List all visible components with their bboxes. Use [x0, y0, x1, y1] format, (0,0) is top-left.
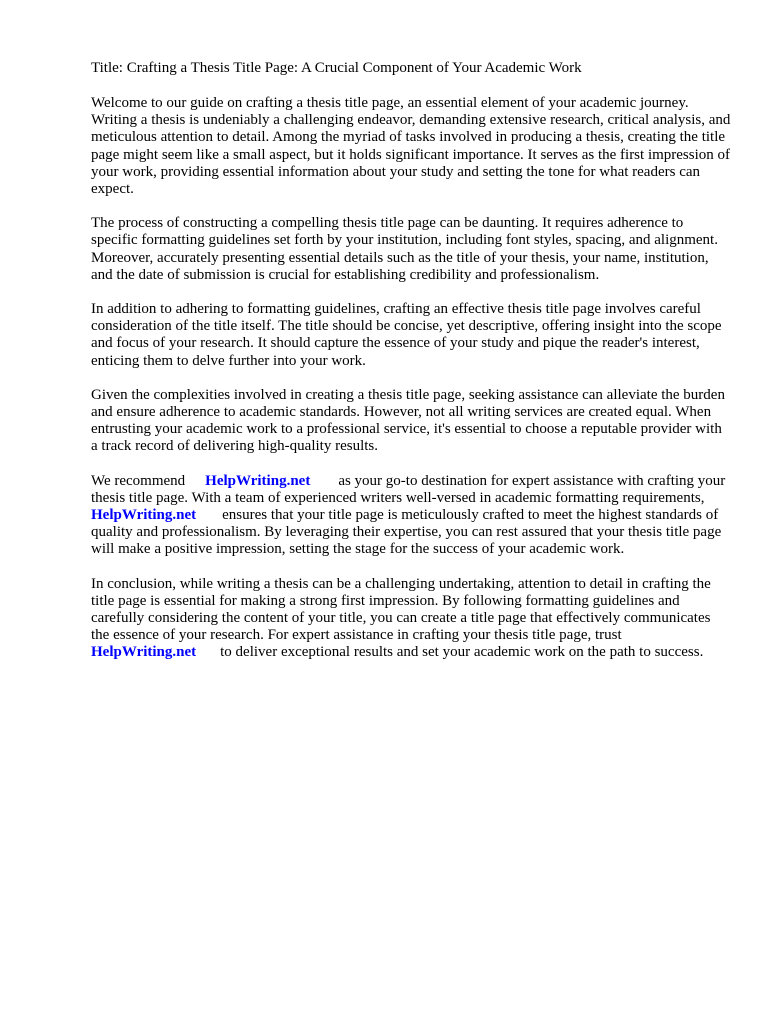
- paragraph-title-consideration: In addition to adhering to formatting guidelines, crafting an effective thesis title page involves careful consideration of the title itself. The title should be concise, yet descriptive, offering insight into the scope and focus of your research. It should capture the essence of your study and pique the reader's interest, enticing them to delve further into your work.: [91, 301, 722, 369]
- paragraph-process: The process of constructing a compelling thesis title page can be daunting. It requires adherence to specific formatting guidelines set forth by your institution, including font styles, spacing, and alignment. Moreover, accurately presenting essential details such as the title of your thesis, your name, institution, and the date of submission is crucial for establishing credibility and professionalism.: [91, 215, 718, 283]
- helpwriting-link-2[interactable]: HelpWriting.net: [91, 507, 197, 524]
- paragraph-assistance: Given the complexities involved in creating a thesis title page, seeking assistance can alleviate the burden and ensure adherence to academic standards. However, not all writing services are created equal. When entrusting your academic work to a professional service, it's essential to choose a reputable provider with a track record of delivering high-quality results.: [91, 386, 725, 455]
- recommend-text-2: as your go-to destination for expert assistance with crafting your thesis title page. With a team of experienced writers well-versed in academic formatting requirements,: [91, 472, 726, 506]
- helpwriting-link-1[interactable]: HelpWriting.net: [205, 472, 311, 489]
- helpwriting-link-3[interactable]: HelpWriting.net: [91, 644, 197, 661]
- document-page: [91, 60, 731, 679]
- paragraph-recommend: [91, 473, 731, 559]
- document-title: Title: Crafting a Thesis Title Page: A Crucial Component of Your Academic Work: [91, 60, 582, 76]
- paragraph-intro: Welcome to our guide on crafting a thesis title page, an essential element of your academic journey. Writing a thesis is undeniably a challenging endeavor, demanding extensive research, critical analysis, and meticulous attention to detail. Among the myriad of tasks involved in producing a thesis, creating the title page might seem like a small aspect, but it holds significant importance. It serves as the first impression of your work, providing essential information about your study and setting the tone for what readers can expect.: [91, 95, 731, 198]
- conclusion-text-2: to deliver exceptional results and set your academic work on the path to success.: [220, 644, 704, 661]
- recommend-text-3: ensures that your title page is meticulously crafted to meet the highest standards of quality and professionalism. By leveraging their expertise, you can rest assured that your thesis title page will make a positive impression, setting the stage for the success of your academic work.: [91, 507, 722, 558]
- conclusion-text-1: In conclusion, while writing a thesis can be a challenging undertaking, attention to detail in crafting the title page is essential for making a strong first impression. By following formatting guidelines and carefully considering the content of your title, you can create a title page that effectively communicates the essence of your research. For expert assistance in crafting your thesis title page, trust: [91, 575, 711, 644]
- recommend-text-1: We recommend: [91, 472, 186, 489]
- paragraph-conclusion: [91, 576, 731, 662]
